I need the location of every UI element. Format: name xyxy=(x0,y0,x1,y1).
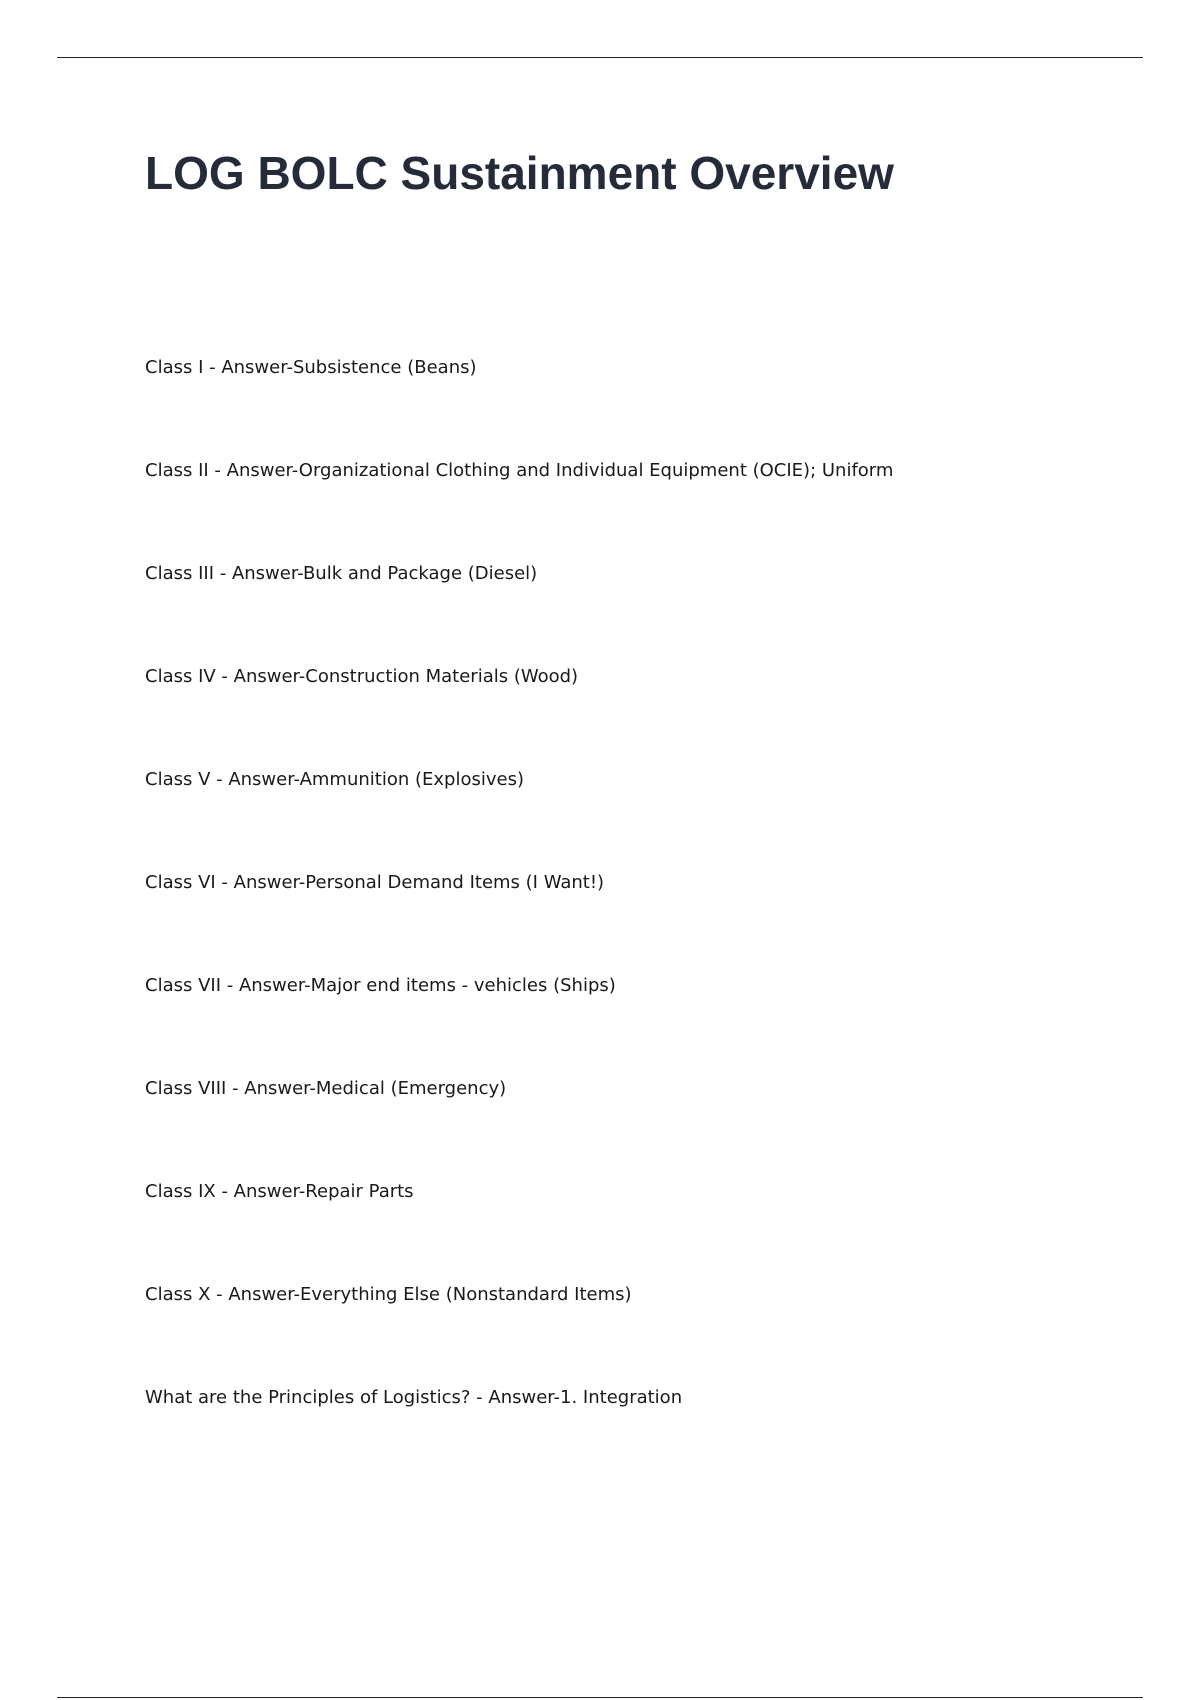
footer-rule xyxy=(57,1697,1143,1698)
flashcard-item: What are the Principles of Logistics? - Answer-1. Integration xyxy=(145,1387,683,1408)
flashcard-item: Class I - Answer-Subsistence (Beans) xyxy=(145,357,477,378)
flashcard-item: Class V - Answer-Ammunition (Explosives) xyxy=(145,769,524,790)
flashcard-item: Class VI - Answer-Personal Demand Items (I Want!) xyxy=(145,872,605,893)
page-title: LOG BOLC Sustainment Overview xyxy=(145,147,894,199)
flashcard-item: Class IX - Answer-Repair Parts xyxy=(145,1181,414,1202)
flashcard-list xyxy=(145,353,893,1486)
flashcard-item: Class III - Answer-Bulk and Package (Diesel) xyxy=(145,563,538,584)
flashcard-item: Class IV - Answer-Construction Materials (Wood) xyxy=(145,666,579,687)
flashcard-item: Class VIII - Answer-Medical (Emergency) xyxy=(145,1078,507,1099)
flashcard-item: Class X - Answer-Everything Else (Nonstandard Items) xyxy=(145,1284,632,1305)
header-rule xyxy=(57,57,1143,58)
flashcard-item: Class II - Answer-Organizational Clothing and Individual Equipment (OCIE); Uniform xyxy=(145,460,894,481)
flashcard-item: Class VII - Answer-Major end items - vehicles (Ships) xyxy=(145,975,616,996)
